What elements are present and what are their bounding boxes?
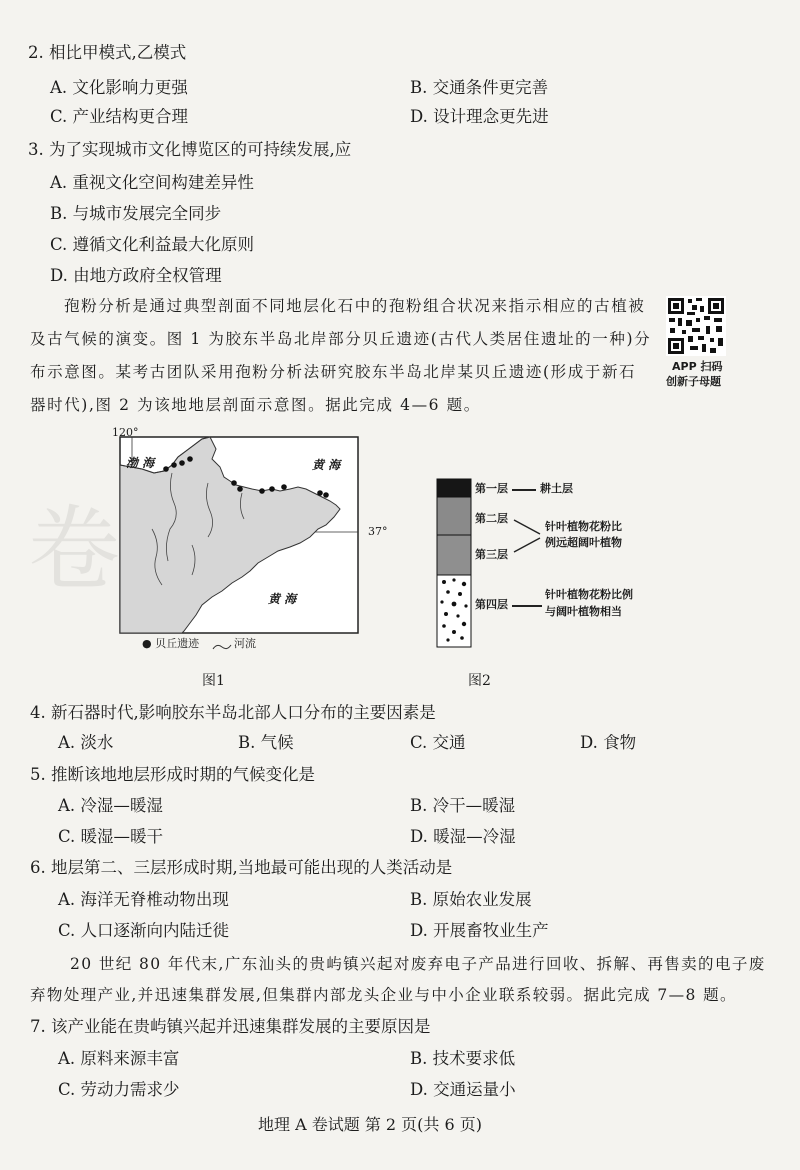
q6-option-c[interactable]: C. 人口逐渐向内陆迁徙 [58, 921, 230, 940]
question-6-stem: 6. 地层第二、三层形成时期,当地最可能出现的人类活动是 [30, 858, 453, 877]
qr-code-icon[interactable] [666, 296, 726, 356]
q5-option-b[interactable]: B. 冷干—暖湿 [410, 796, 516, 815]
fig1-longitude-label: 120° [112, 426, 139, 439]
river-legend-icon [212, 638, 232, 650]
q5-option-d[interactable]: D. 暖湿—冷湿 [410, 827, 516, 846]
question-7-stem: 7. 该产业能在贵屿镇兴起并迅速集群发展的主要原因是 [30, 1017, 431, 1036]
fig1-bohai-label: 渤 海 [126, 456, 155, 470]
q6-option-b[interactable]: B. 原始农业发展 [410, 890, 532, 909]
page-footer: 地理 A 卷试题 第 2 页(共 6 页) [258, 1115, 483, 1134]
fig2-note-4-line1: 针叶植物花粉比例 [545, 588, 633, 601]
question-3-stem: 3. 为了实现城市文化博览区的可持续发展,应 [28, 140, 352, 159]
fig2-connector-23 [512, 508, 542, 564]
q2-option-b[interactable]: B. 交通条件更完善 [410, 78, 549, 97]
fig2-note-4-line2: 与阔叶植物相当 [545, 605, 622, 618]
fig1-huanghai-south-label: 黄 海 [268, 592, 297, 606]
qr-caption-line1: APP 扫码 [672, 360, 723, 373]
fig2-note-23-line1: 针叶植物花粉比 [545, 520, 622, 533]
fig2-layer-4: 第四层 [475, 598, 508, 611]
fig1-huanghai-north-label: 黄 海 [312, 458, 341, 472]
fig2-layer-1: 第一层 [475, 482, 508, 495]
q4-option-c[interactable]: C. 交通 [410, 733, 466, 752]
fig1-legend-river: 河流 [234, 637, 256, 650]
q4-option-a[interactable]: A. 淡水 [58, 733, 114, 752]
q3-option-d[interactable]: D. 由地方政府全权管理 [50, 266, 222, 285]
q3-option-b[interactable]: B. 与城市发展完全同步 [50, 204, 222, 223]
fig2-layer-2: 第二层 [475, 512, 508, 525]
fig1-latitude-label: 37° [368, 525, 388, 538]
q3-option-a[interactable]: A. 重视文化空间构建差异性 [50, 173, 254, 192]
q4-option-b[interactable]: B. 气候 [238, 733, 294, 752]
passage-pollen-analysis: 孢粉分析是通过典型剖面不同地层化石中的孢粉组合状况来指示相应的古植被及古气候的演变。图 1 为胶东半岛北岸部分贝丘遗迹(古代人类居住遗址的一种)分布示意图。某考古团队采用孢粉分析法研究胶东半岛北岸某贝丘遗迹(形成于新石器时代),图 2 为该地地层剖面示意图。据此完成 4—6 题。 [30, 297, 652, 414]
q3-option-c[interactable]: C. 遵循文化利益最大化原则 [50, 235, 255, 254]
q6-option-d[interactable]: D. 开展畜牧业生产 [410, 921, 549, 940]
figure-2-strata-column [436, 478, 472, 650]
figure-1-caption: 图1 [202, 673, 225, 689]
question-5-stem: 5. 推断该地地层形成时期的气候变化是 [30, 765, 315, 784]
q7-option-a[interactable]: A. 原料来源丰富 [58, 1049, 180, 1068]
q2-option-c[interactable]: C. 产业结构更合理 [50, 107, 189, 126]
q7-option-d[interactable]: D. 交通运量小 [410, 1080, 516, 1099]
fig1-legend-site: ● 贝丘遗迹 [142, 637, 200, 650]
q7-option-b[interactable]: B. 技术要求低 [410, 1049, 516, 1068]
figure-2-caption: 图2 [468, 673, 491, 689]
question-4-stem: 4. 新石器时代,影响胶东半岛北部人口分布的主要因素是 [30, 703, 436, 722]
fig2-note-23-line2: 例远超阔叶植物 [545, 536, 622, 549]
fig2-layer-3: 第三层 [475, 548, 508, 561]
q5-option-c[interactable]: C. 暖湿—暖干 [58, 827, 164, 846]
watermark: 卷 [28, 496, 121, 603]
q2-option-d[interactable]: D. 设计理念更先进 [410, 107, 549, 126]
q5-option-a[interactable]: A. 冷湿—暖湿 [58, 796, 163, 815]
passage-guiyu-ewaste: 20 世纪 80 年代末,广东汕头的贵屿镇兴起对废弃电子产品进行回收、拆解、再售卖的电子废弃物处理产业,并迅速集群发展,但集群内部龙头企业与中小企业联系较弱。据此完成 7—8 题。 [30, 955, 766, 1004]
fig2-connector-1 [512, 489, 536, 491]
q7-option-c[interactable]: C. 劳动力需求少 [58, 1080, 180, 1099]
fig2-note-1: 耕土层 [540, 482, 573, 495]
fig2-connector-4 [512, 605, 542, 607]
q6-option-a[interactable]: A. 海洋无脊椎动物出现 [58, 890, 229, 909]
question-2-stem: 2. 相比甲模式,乙模式 [28, 43, 187, 62]
qr-caption-line2: 创新子母题 [666, 375, 721, 388]
q4-option-d[interactable]: D. 食物 [580, 733, 637, 752]
q2-option-a[interactable]: A. 文化影响力更强 [50, 78, 188, 97]
